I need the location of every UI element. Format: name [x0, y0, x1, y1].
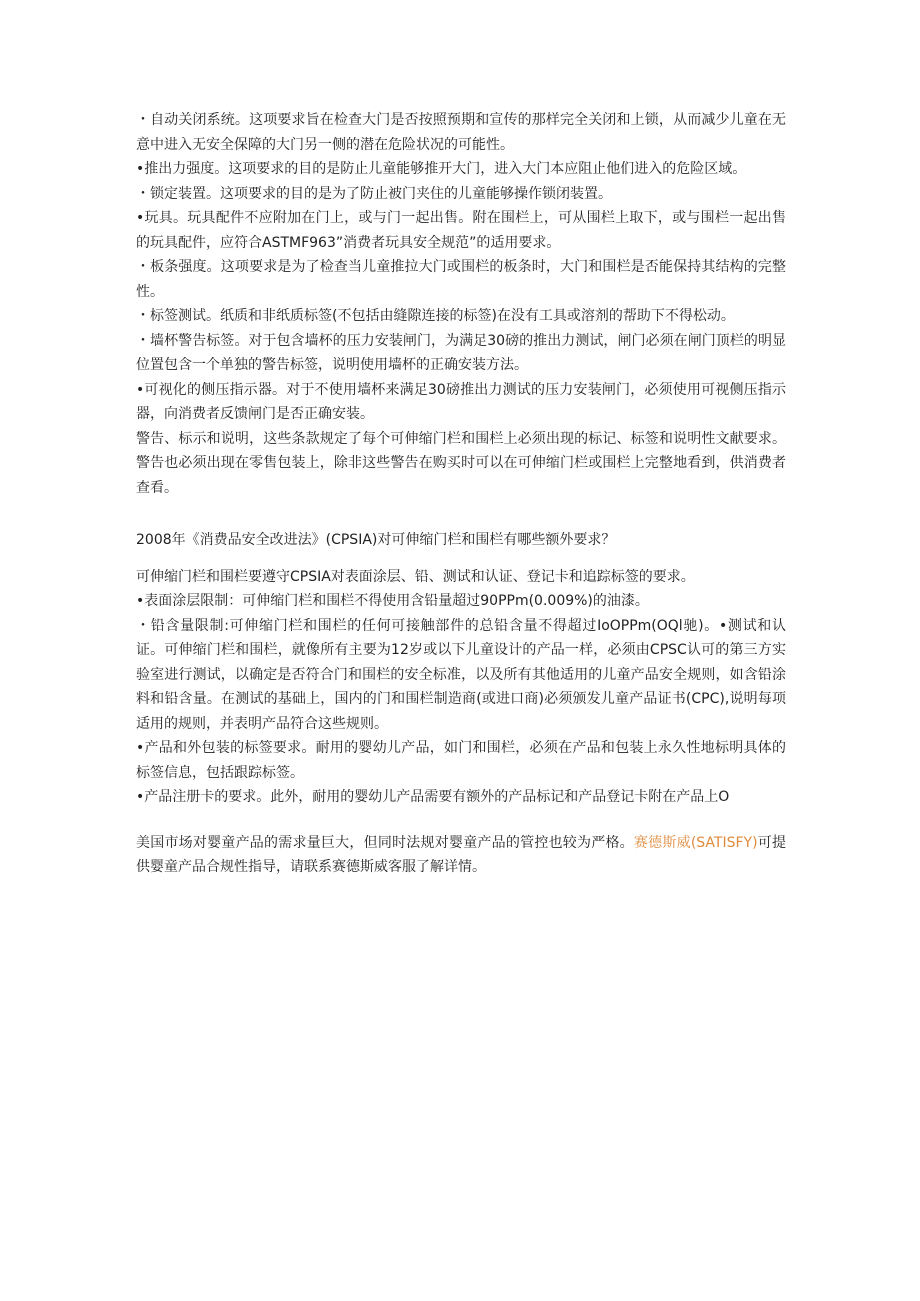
cpsia-lead-content: ・铅含量限制:可伸缩门栏和围栏的任何可接触部件的总铅含量不得超过IoOPPm(OQl驰)。•测试和认证。可伸缩门栏和围栏，就像所有主要为12岁或以下儿童设计的产品一样，必须由CPSC认可的第三方实验室进行测试，以确定是否符合门和围栏的安全标准，以及所有其他适用的儿童产品安全规则，如含铅涂料和铅含量。在测试的基础上，国内的门和围栏制造商(或进口商)必须颁发儿童产品证书(CPC),说明每项适用的规则，并表明产品符合这些规则。 — [136, 617, 786, 732]
item-slat-strength: ・板条强度。这项要求是为了检查当儿童推拉大门或围栏的板条时，大门和围栏是否能保持其结构的完整性。 — [136, 259, 786, 300]
cpsia-surface-coating: •表面涂层限制：可伸缩门栏和围栏不得使用含铅量超过90PPm(0.009%)的油漆。 — [136, 593, 649, 609]
item-label-test: ・标签测试。纸质和非纸质标签(不包括由缝隙连接的标签)在没有工具或溶剂的帮助下不得松动。 — [136, 308, 735, 324]
cpsia-intro: 可伸缩门栏和围栏要遵守CPSIA对表面涂层、铅、测试和认证、登记卡和追踪标签的要求。 — [136, 568, 695, 585]
document-body — [136, 108, 786, 880]
item-auto-close: ・自动关闭系统。这项要求旨在检查大门是否按照预期和宣传的那样完全关闭和上锁，从而减少儿童在无意中进入无安全保障的大门另一侧的潜在危险状况的可能性。 — [136, 112, 786, 153]
cpsia-question: 2008年《消费品安全改进法》(CPSIA)对可伸缩门栏和围栏有哪些额外要求？ — [136, 532, 616, 548]
item-wall-cup-warning: ・墙杯警告标签。对于包含墙杯的压力安装闸门，为满足30磅的推出力测试，闸门必须在闸门顶栏的明显位置包含一个单独的警告标签，说明使用墙杯的正确安装方法。 — [136, 332, 786, 373]
spacer — [136, 810, 786, 831]
footer-note — [136, 831, 786, 880]
item-push-out-force: •推出力强度。这项要求的目的是防止儿童能够推开大门，进入大门本应阻止他们进入的危险区域。 — [136, 161, 747, 177]
cpsia-registration-card: •产品注册卡的要求。此外，耐用的婴幼儿产品需要有额外的产品标记和产品登记卡附在产品上O — [136, 789, 730, 805]
footer-text-after: 可提供婴童产品合规性指导，请联系赛德斯威客服了解详情。 — [136, 834, 787, 875]
brand-link[interactable]: 赛德斯威(SATISFY) — [633, 834, 758, 851]
item-toys: •玩具。玩具配件不应附加在门上，或与门一起出售。附在围栏上，可从围栏上取下，或与围栏一起出售的玩具配件，应符合ASTMF963”消费者玩具安全规范”的适用要求。 — [136, 210, 786, 251]
item-pressure-indicator: •可视化的侧压指示器。对于不使用墙杯来满足30磅推出力测试的压力安装闸门，必须使用可视侧压指示器，向消费者反馈闸门是否正确安装。 — [136, 381, 786, 422]
cpsia-labeling: •产品和外包装的标签要求。耐用的婴幼儿产品，如门和围栏，必须在产品和包装上永久性地标明具体的标签信息，包括跟踪标签。 — [136, 740, 786, 781]
item-warnings-labels: 警告、标示和说明，这些条款规定了每个可伸缩门栏和围栏上必须出现的标记、标签和说明性文献要求。警告也必须出现在零售包装上，除非这些警告在购买时可以在可伸缩门栏或围栏上完整地看到，供消费者查看。 — [136, 430, 786, 496]
item-locking-device: ・锁定装置。这项要求的目的是为了防止被门夹住的儿童能够操作锁闭装置。 — [136, 185, 612, 202]
cpsia-section — [136, 565, 786, 810]
requirements-section — [136, 108, 786, 500]
footer-text-before: 美国市场对婴童产品的需求量巨大，但同时法规对婴童产品的管控也较为严格。 — [136, 834, 634, 851]
